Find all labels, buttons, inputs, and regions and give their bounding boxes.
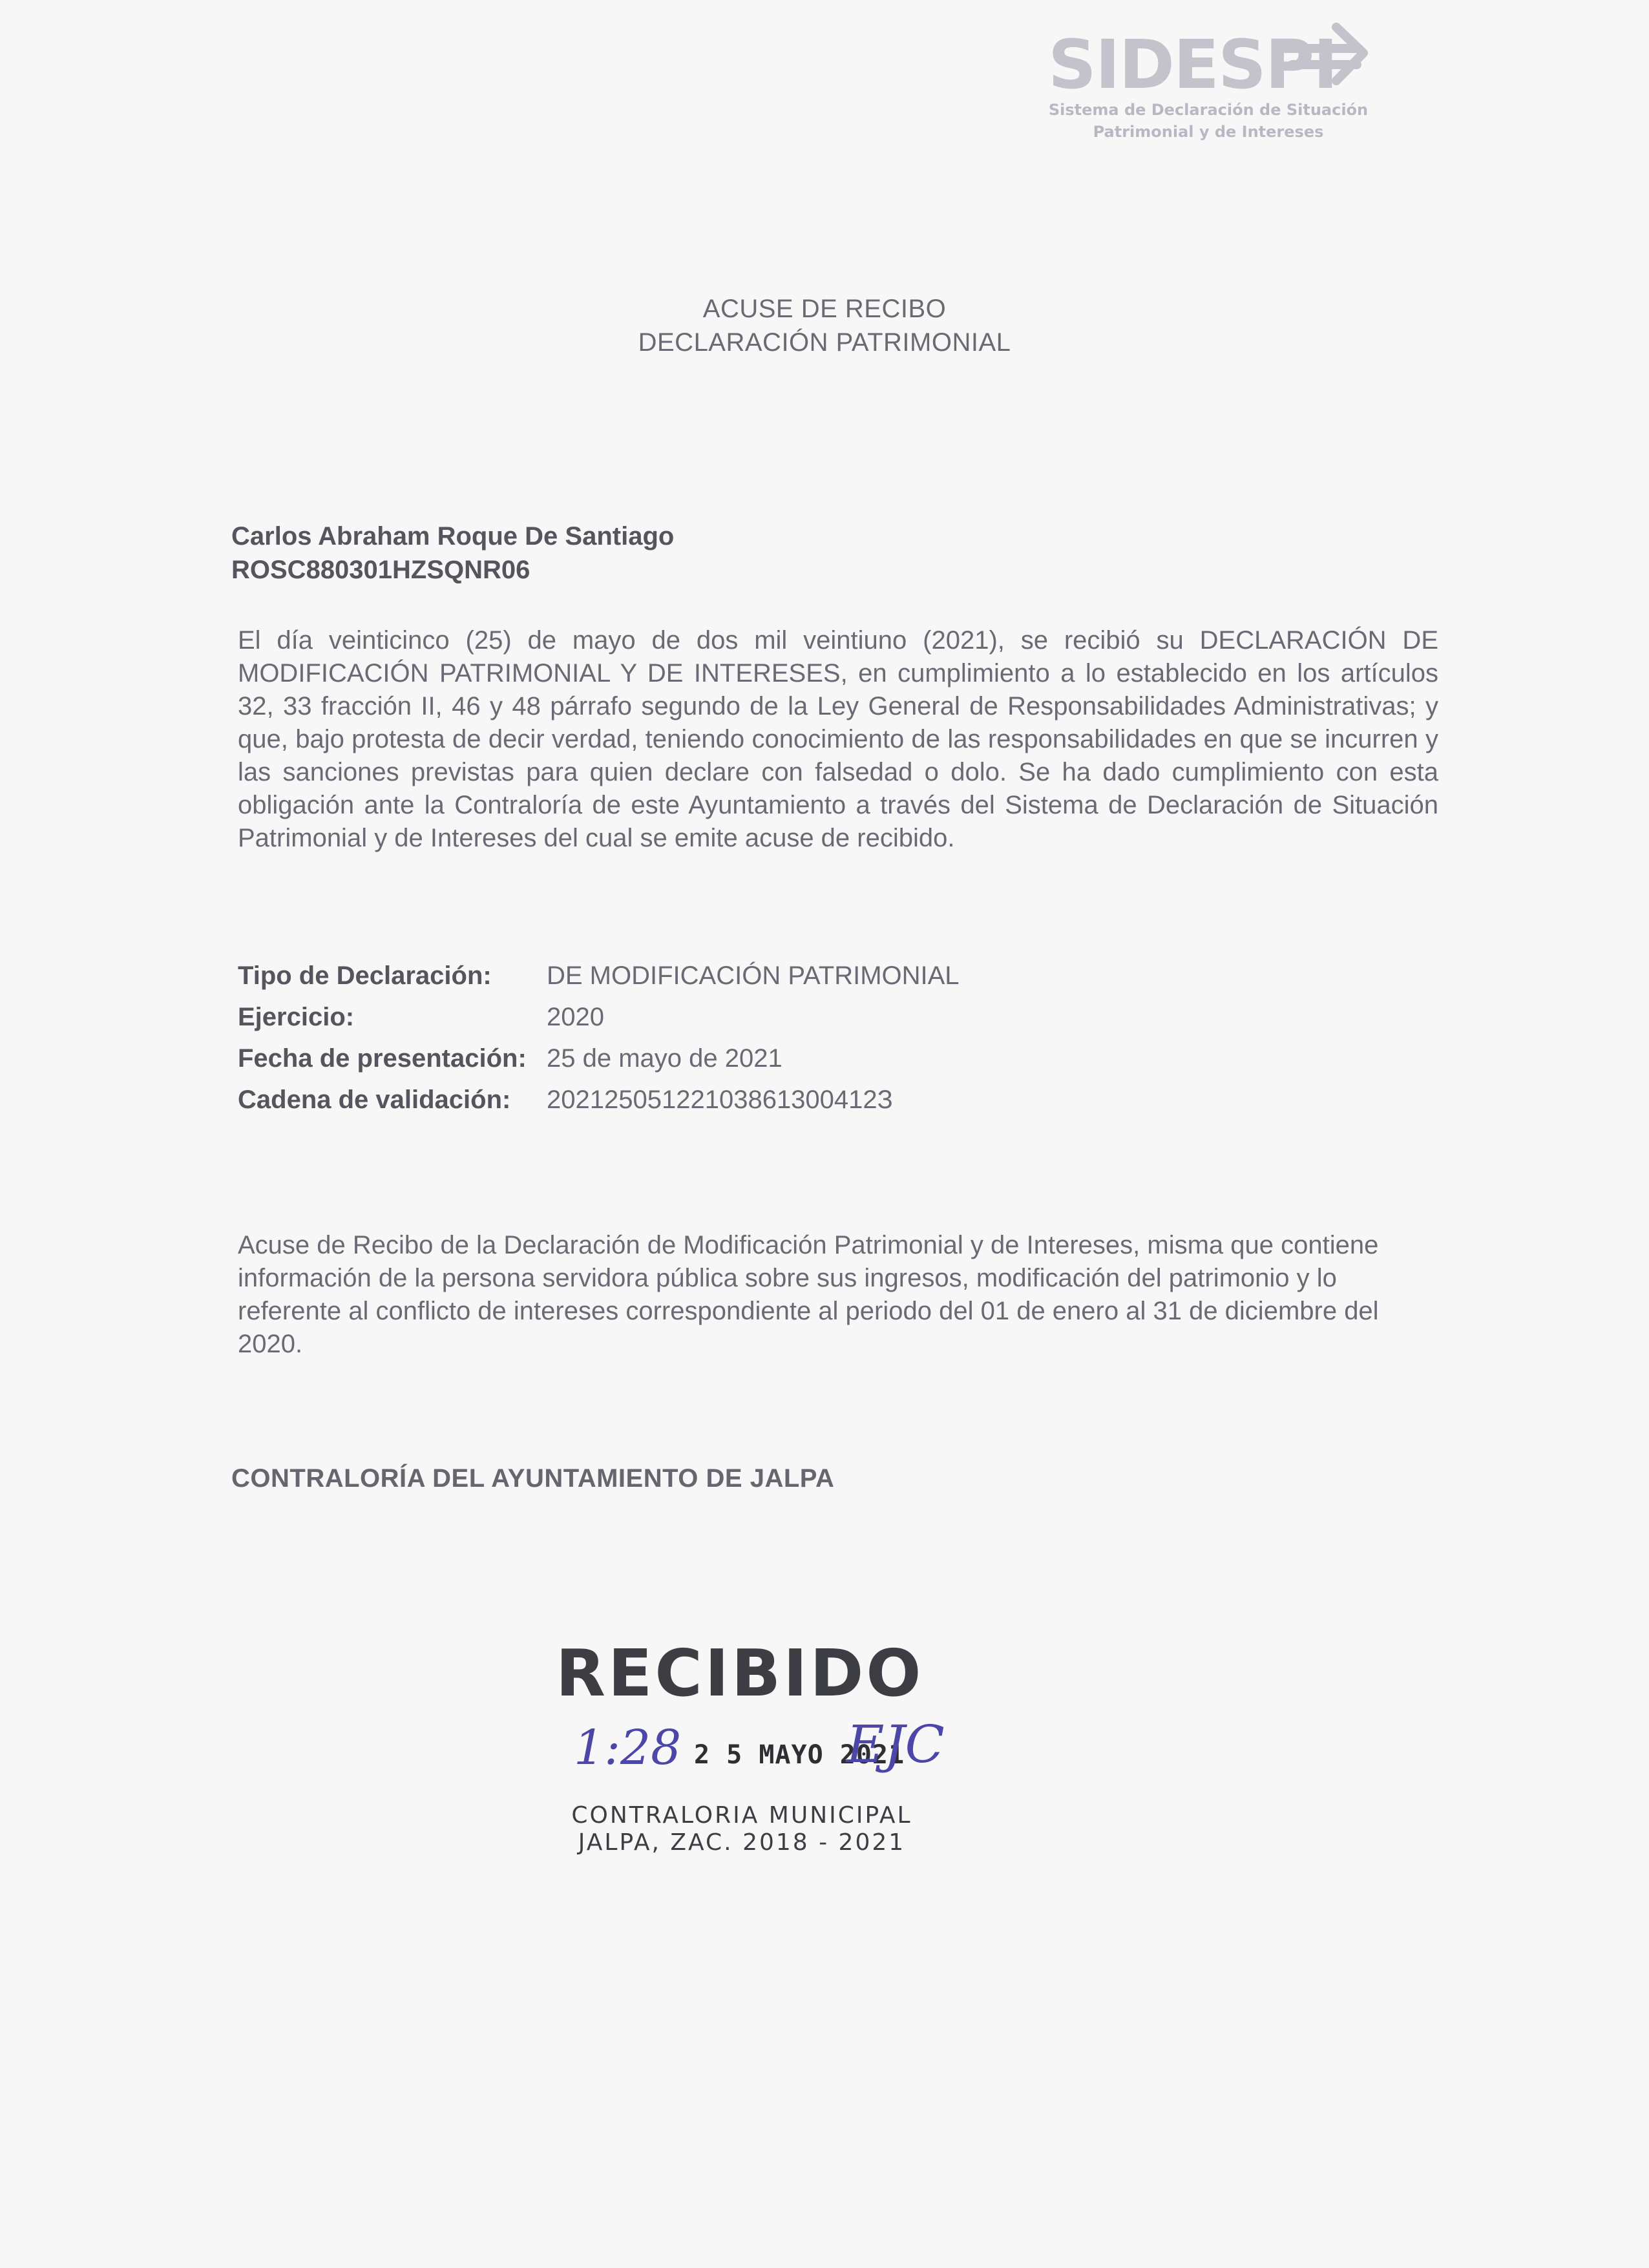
field-label: Cadena de validación: [238, 1086, 511, 1114]
stamp-office-line: CONTRALORIA MUNICIPAL [571, 1802, 912, 1829]
document-title-line2: DECLARACIÓN PATRIMONIAL [638, 328, 1011, 357]
field-value: 25 de mayo de 2021 [547, 1044, 782, 1073]
handwritten-time: 1:28 [574, 1720, 682, 1776]
arrow-icon [1279, 19, 1376, 97]
stamp-location-line: JALPA, ZAC. 2018 - 2021 [578, 1829, 906, 1856]
field-value: DE MODIFICACIÓN PATRIMONIAL [547, 961, 960, 990]
logo-subtitle-line1: Sistema de Declaración de Situación [1048, 101, 1369, 119]
logo-wordmark: SIDESPI [1048, 25, 1337, 104]
stamp-date: 2 5 MAYO 2021 [694, 1740, 905, 1770]
issuing-office: CONTRALORÍA DEL AYUNTAMIENTO DE JALPA [231, 1464, 835, 1493]
logo-subtitle-line2: Patrimonial y de Intereses [1093, 123, 1324, 141]
document-title-line1: ACUSE DE RECIBO [702, 295, 947, 323]
field-label: Tipo de Declaración: [238, 961, 492, 990]
declarant-rfc: ROSC880301HZSQNR06 [231, 556, 530, 584]
sidespi-logo [1040, 19, 1376, 149]
stamp-word: RECIBIDO [556, 1635, 924, 1711]
acknowledgment-paragraph: Acuse de Recibo de la Declaración de Modificación Patrimonial y de Intereses, misma que contiene información de la persona servidora pública sobre sus ingresos, modificación del patrimonio y lo referente al conflicto de intereses correspondiente al periodo del 01 de enero al 31 de diciembre del 2020. [238, 1231, 1379, 1358]
declarant-name: Carlos Abraham Roque De Santiago [231, 522, 675, 551]
received-stamp [556, 1635, 945, 1861]
receipt-paragraph: El día veinticinco (25) de mayo de dos mil veintiuno (2021), se recibió su DECLARACIÓN DE MODIFICACIÓN PATRIMONIAL Y DE INTERESES, en cumplimiento a lo establecido en los artículos 32, 33 fracción II, 46 y 48 párrafo segundo de la Ley General de Responsabilidades Administrativas; y que, bajo protesta de decir verdad, teniendo conocimiento de las responsabilidades en que se incurren y las sanciones previstas para quien declare con falsedad o dolo. Se ha dado cumplimiento con esta obligación ante la Contraloría de este Ayuntamiento a través del Sistema de Declaración de Situación Patrimonial y de Intereses del cual se emite acuse de recibido. [238, 626, 1438, 852]
field-label: Ejercicio: [238, 1003, 355, 1031]
field-value: 20212505122103861300412З [547, 1086, 893, 1114]
field-label: Fecha de presentación: [238, 1044, 527, 1073]
field-value: 2020 [547, 1003, 604, 1031]
handwritten-initials: EJC [846, 1714, 945, 1774]
